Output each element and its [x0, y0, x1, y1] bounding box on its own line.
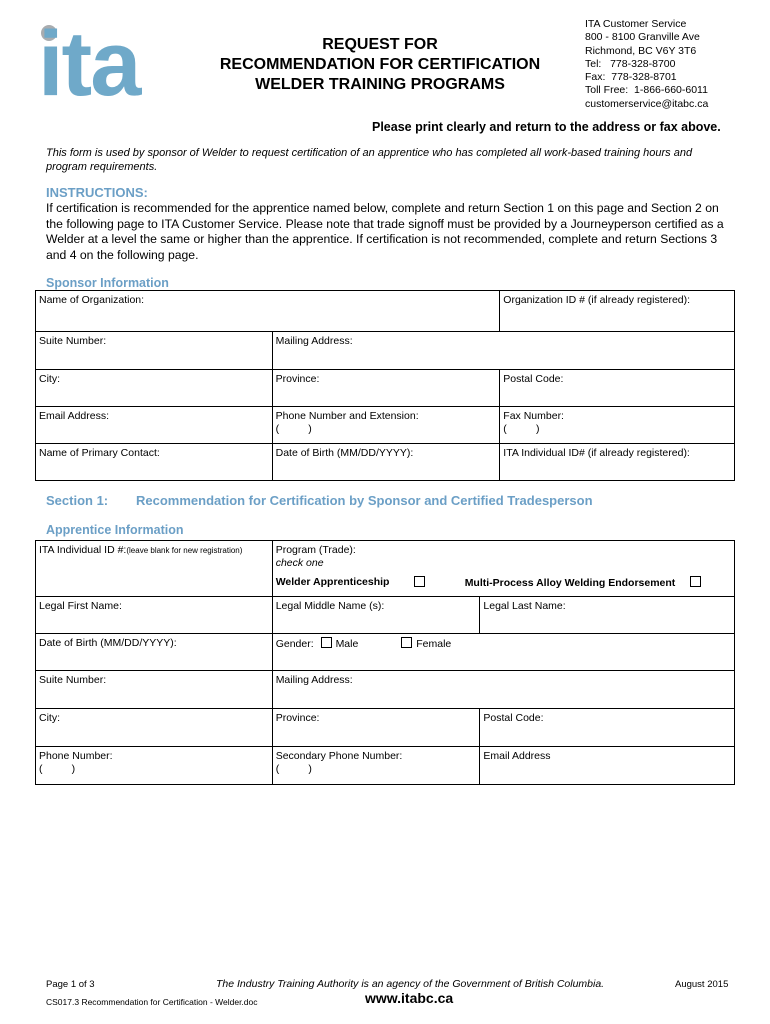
label-org-name: Name of Organization:	[39, 294, 145, 306]
label-app-postal: Postal Code:	[483, 712, 544, 724]
checkbox-female[interactable]	[401, 637, 412, 648]
apprentice-dob-field[interactable]	[36, 634, 273, 671]
sponsor-table	[35, 290, 735, 481]
label-app-email: Email Address	[483, 750, 551, 762]
instructions-heading: INSTRUCTIONS:	[46, 185, 148, 200]
label-check-one: check one	[275, 557, 324, 569]
apprentice-last-name-field[interactable]	[480, 597, 735, 634]
sponsor-postal-field[interactable]	[500, 370, 735, 407]
sponsor-heading: Sponsor Information	[46, 276, 169, 290]
section1-title: Recommendation for Certification by Sponsor and Certified Tradesperson	[136, 493, 593, 508]
label-app-ita-id: ITA Individual ID #:	[39, 544, 127, 556]
intro-text: This form is used by sponsor of Welder to request certification of an apprentice who has completed all work-based training hours and program requirements.	[46, 147, 693, 173]
label-middle-name: Legal Middle Name (s):	[275, 600, 385, 612]
section1-label: Section 1:	[46, 493, 109, 508]
sponsor-dob-field[interactable]	[272, 444, 500, 481]
print-note: Please print clearly and return to the address or fax above.	[372, 120, 721, 134]
apprentice-postal-field[interactable]	[480, 709, 735, 747]
label-fax: Fax Number:	[503, 410, 564, 422]
label-ita-id: ITA Individual ID# (if already registered):	[503, 447, 690, 459]
label-multi-process: Multi-Process Alloy Welding Endorsement	[464, 577, 676, 589]
apprentice-heading: Apprentice Information	[46, 523, 184, 537]
label-gender: Gender:	[275, 638, 314, 650]
label-province: Province:	[275, 373, 320, 385]
apprentice-mailing-field[interactable]	[272, 671, 734, 709]
contact-fax: Fax: 778-328-8701	[585, 71, 677, 84]
form-title	[200, 35, 560, 95]
label-first-name: Legal First Name:	[39, 600, 122, 612]
sponsor-email-field[interactable]	[36, 407, 273, 444]
title-line-1: REQUEST FOR	[322, 36, 438, 53]
label-last-name: Legal Last Name:	[483, 600, 566, 612]
apprentice-ita-id-field[interactable]	[36, 541, 273, 597]
apprentice-city-field[interactable]	[36, 709, 273, 747]
sponsor-province-field[interactable]	[272, 370, 500, 407]
apprentice-gender-field	[272, 634, 734, 671]
label-app-phone2: Secondary Phone Number:	[275, 750, 403, 762]
label-welder-apprenticeship: Welder Apprenticeship	[275, 576, 390, 588]
label-female: Female	[416, 638, 452, 650]
sponsor-mailing-field[interactable]	[272, 332, 734, 370]
contact-email: customerservice@itabc.ca	[585, 97, 709, 110]
title-line-3: WELDER TRAINING PROGRAMS	[255, 76, 505, 93]
app-phone-paren: ( )	[39, 763, 76, 775]
sponsor-ita-id-field[interactable]	[500, 444, 735, 481]
label-city: City:	[39, 373, 60, 385]
label-contact: Name of Primary Contact:	[39, 447, 160, 459]
app-phone2-paren: ( )	[275, 763, 312, 775]
label-app-mailing: Mailing Address:	[275, 674, 353, 686]
apprentice-program-field	[272, 541, 734, 597]
label-app-city: City:	[39, 712, 60, 724]
apprentice-middle-name-field[interactable]	[272, 597, 480, 634]
apprentice-phone-field[interactable]	[36, 747, 273, 785]
sponsor-suite-field[interactable]	[36, 332, 273, 370]
label-phone: Phone Number and Extension:	[275, 410, 419, 422]
label-male: Male	[335, 638, 359, 650]
contact-block	[585, 18, 708, 111]
sponsor-org-name-field[interactable]	[36, 291, 500, 332]
contact-tollfree: Toll Free: 1-866-660-6011	[585, 84, 708, 97]
contact-address-2: Richmond, BC V6Y 3T6	[585, 44, 697, 57]
title-line-2: RECOMMENDATION FOR CERTIFICATION	[219, 56, 541, 73]
sponsor-phone-field[interactable]	[272, 407, 500, 444]
sponsor-fax-field[interactable]	[500, 407, 735, 444]
label-program: Program (Trade):	[275, 544, 356, 556]
instructions-body: If certification is recommended for the apprentice named below, complete and return Section 1 on this page and Section 2 on the following page to ITA Customer Service. Please note that trade signoff must be provided by a Journeyperson certified as a Welder at a level the same or higher than the apprentice. If certification is not recommended, complete and return Sections 3 and 4 on the following page.	[46, 201, 724, 262]
label-app-ita-id-note: (leave blank for new registration)	[126, 546, 243, 555]
label-suite: Suite Number:	[39, 335, 107, 347]
apprentice-table	[35, 540, 735, 785]
contact-tel: Tel: 778-328-8700	[585, 57, 676, 70]
footer-date: August 2015	[675, 979, 729, 990]
contact-address-1: 800 - 8100 Granville Ave	[585, 31, 700, 44]
footer-doc: CS017.3 Recommendation for Certification - Welder.doc	[46, 997, 258, 1007]
footer-url: www.itabc.ca	[365, 990, 454, 1006]
label-postal: Postal Code:	[503, 373, 564, 385]
apprentice-email-field[interactable]	[480, 747, 735, 785]
label-org-id: Organization ID # (if already registered):	[503, 294, 691, 306]
checkbox-multi-process[interactable]	[690, 576, 701, 587]
label-app-province: Province:	[275, 712, 320, 724]
label-email: Email Address:	[39, 410, 110, 422]
contact-name: ITA Customer Service	[585, 18, 687, 30]
label-app-dob: Date of Birth (MM/DD/YYYY):	[39, 637, 177, 649]
apprentice-suite-field[interactable]	[36, 671, 273, 709]
sponsor-org-id-field[interactable]	[500, 291, 735, 332]
checkbox-male[interactable]	[321, 637, 332, 648]
label-app-suite: Suite Number:	[39, 674, 107, 686]
ita-logo	[38, 13, 153, 115]
label-mailing: Mailing Address:	[275, 335, 353, 347]
sponsor-city-field[interactable]	[36, 370, 273, 407]
footer-agency: The Industry Training Authority is an agency of the Government of British Columbia.	[216, 978, 605, 990]
label-app-phone: Phone Number:	[39, 750, 113, 762]
apprentice-province-field[interactable]	[272, 709, 480, 747]
label-dob: Date of Birth (MM/DD/YYYY):	[275, 447, 414, 459]
apprentice-phone2-field[interactable]	[272, 747, 480, 785]
sponsor-contact-field[interactable]	[36, 444, 273, 481]
fax-paren: ( )	[503, 423, 540, 435]
footer-page: Page 1 of 3	[46, 979, 95, 990]
logo-wordmark: ita	[38, 13, 140, 115]
apprentice-first-name-field[interactable]	[36, 597, 273, 634]
checkbox-welder-apprenticeship[interactable]	[414, 576, 425, 587]
phone-paren: ( )	[275, 423, 312, 435]
